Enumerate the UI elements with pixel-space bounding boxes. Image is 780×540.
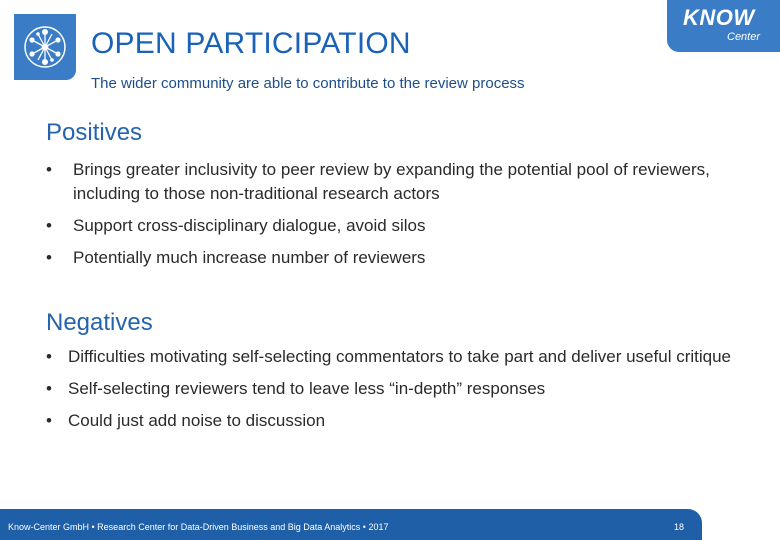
bullet-icon: • <box>46 379 52 398</box>
positives-list <box>46 158 746 278</box>
slide-title: OPEN PARTICIPATION <box>91 27 411 60</box>
list-item-text: Potentially much increase number of reviewers <box>73 248 426 267</box>
negatives-heading: Negatives <box>46 309 153 336</box>
list-item <box>46 158 746 206</box>
list-item <box>46 377 746 401</box>
brand-subname: Center <box>727 31 761 43</box>
list-item-text: Support cross-disciplinary dialogue, avoid silos <box>73 216 426 235</box>
bullet-icon: • <box>46 160 52 179</box>
brand-logo <box>667 0 780 52</box>
list-item <box>46 246 746 270</box>
footer-bar <box>0 509 702 540</box>
list-item-text: Self-selecting reviewers tend to leave less “in-depth” responses <box>68 379 546 398</box>
list-item-text: Difficulties motivating self-selecting commentators to take part and deliver useful critique <box>68 347 731 366</box>
footer-text: Know-Center GmbH • Research Center for Data-Driven Business and Big Data Analytics • 2017 <box>8 522 389 532</box>
page-number: 18 <box>674 522 685 532</box>
list-item <box>46 214 746 238</box>
negatives-list <box>46 345 746 441</box>
list-item-text: Could just add noise to discussion <box>68 411 326 430</box>
logo-tile <box>14 14 76 80</box>
list-item-text: Brings greater inclusivity to peer review by expanding the potential pool of reviewers, including to those non-traditional research actors <box>73 160 710 203</box>
bullet-icon: • <box>46 411 52 430</box>
brand-name: KNOW <box>683 5 755 30</box>
network-graph-icon <box>22 22 68 72</box>
bullet-icon: • <box>46 248 52 267</box>
positives-heading: Positives <box>46 119 143 146</box>
list-item <box>46 345 746 369</box>
bullet-icon: • <box>46 216 52 235</box>
bullet-icon: • <box>46 347 52 366</box>
slide-subtitle: The wider community are able to contribute to the review process <box>91 75 525 92</box>
list-item <box>46 409 746 433</box>
